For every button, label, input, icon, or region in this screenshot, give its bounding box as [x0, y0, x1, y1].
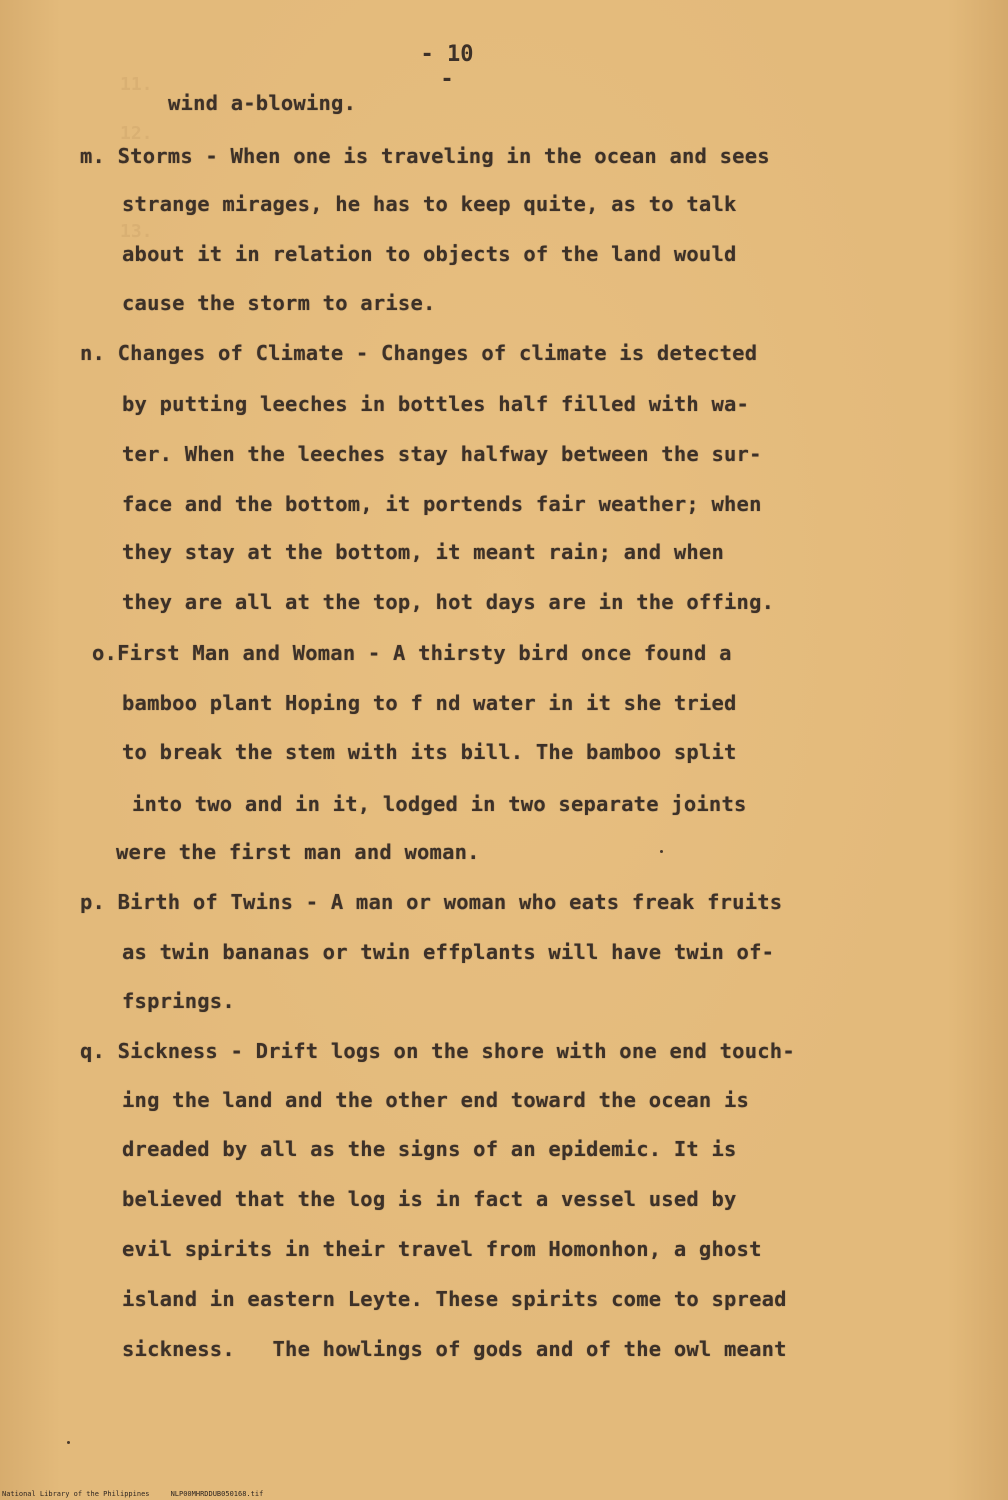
text-line: wind a-blowing. [168, 91, 357, 115]
text-line: into two and in it, lodged in two separate joints [132, 792, 747, 816]
show-through-text: 11. 12. 13. [120, 74, 153, 242]
text-line: believed that the log is in fact a vessel used by [122, 1187, 737, 1211]
ink-speck [660, 850, 663, 853]
scan-footer: National Library of the Philippines NLP00MHRDDUB050168.tif [2, 1490, 264, 1498]
text-line: strange mirages, he has to keep quite, as to talk [122, 192, 737, 216]
text-line: evil spirits in their travel from Homonhon, a ghost [122, 1237, 762, 1261]
text-line: island in eastern Leyte. These spirits come to spread [122, 1287, 787, 1311]
text-line: ing the land and the other end toward the ocean is [122, 1088, 750, 1112]
text-line: they are all at the top, hot days are in the offing. [122, 590, 775, 614]
text-line: dreaded by all as the signs of an epidemic. It is [122, 1137, 737, 1161]
text-line: o.First Man and Woman - A thirsty bird once found a [92, 641, 732, 665]
text-line: p. Birth of Twins - A man or woman who eats freak fruits [80, 890, 783, 914]
text-line: m. Storms - When one is traveling in the ocean and sees [80, 144, 770, 168]
text-line: face and the bottom, it portends fair weather; when [122, 492, 762, 516]
ink-speck [67, 1441, 70, 1444]
text-line: sickness. The howlings of gods and of the owl meant [122, 1337, 787, 1361]
text-line: as twin bananas or twin effplants will have twin of- [122, 940, 775, 964]
text-line: to break the stem with its bill. The bamboo split [122, 740, 737, 764]
text-line: about it in relation to objects of the land would [122, 242, 737, 266]
text-line: were the first man and woman. [116, 840, 480, 864]
text-line: ter. When the leeches stay halfway between the sur- [122, 442, 762, 466]
page-number: - 10 - [420, 42, 474, 92]
text-line: n. Changes of Climate - Changes of climate is detected [80, 341, 758, 365]
text-line: bamboo plant Hoping to f nd water in it she tried [122, 691, 737, 715]
text-line: by putting leeches in bottles half filled with wa- [122, 392, 750, 416]
text-line: they stay at the bottom, it meant rain; and when [122, 540, 725, 564]
text-line: cause the storm to arise. [122, 291, 436, 315]
text-line: fsprings. [122, 989, 235, 1013]
text-line: q. Sickness - Drift logs on the shore with one end touch- [80, 1039, 795, 1063]
